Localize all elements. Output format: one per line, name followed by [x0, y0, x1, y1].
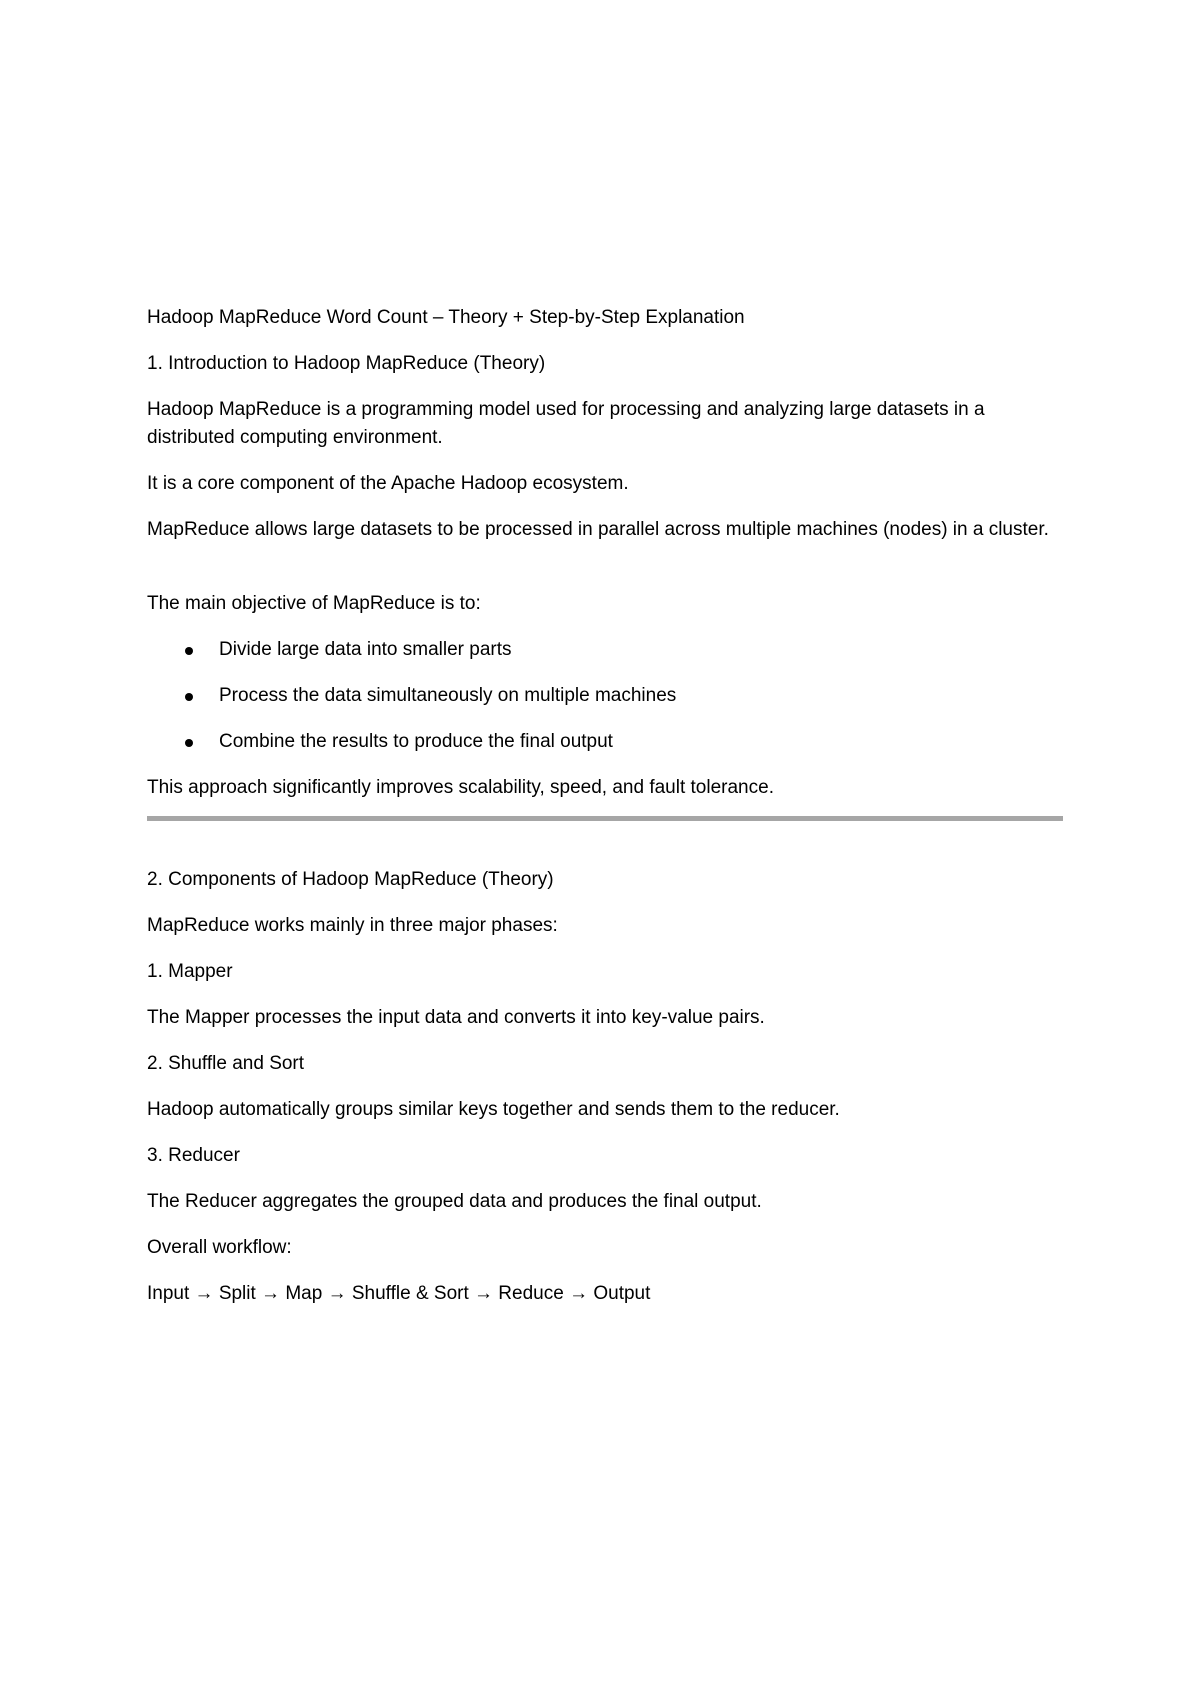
list-item-text: Divide large data into smaller parts	[219, 639, 512, 660]
shuffle-text: Hadoop automatically groups similar keys together and sends them to the reducer.	[147, 1099, 840, 1120]
workflow-sequence: Input → Split → Map → Shuffle & Sort → Reduce → Output	[147, 1283, 651, 1304]
list-item-text: Process the data simultaneously on multiple machines	[219, 685, 677, 706]
section1-paragraph-1: Hadoop MapReduce is a programming model used for processing and analyzing large datasets in a distributed computing environment.	[147, 399, 985, 448]
reducer-heading: 3. Reducer	[147, 1145, 240, 1166]
objective-intro: The main objective of MapReduce is to:	[147, 593, 481, 614]
shuffle-heading: 2. Shuffle and Sort	[147, 1053, 305, 1074]
workflow-label: Overall workflow:	[147, 1237, 292, 1258]
list-item	[147, 636, 1063, 664]
bullet-icon	[185, 693, 193, 701]
section1-paragraph-3: MapReduce allows large datasets to be processed in parallel across multiple machines (nodes) in a cluster.	[147, 519, 1049, 540]
section1-paragraph-2: It is a core component of the Apache Hadoop ecosystem.	[147, 473, 629, 494]
reducer-text: The Reducer aggregates the grouped data and produces the final output.	[147, 1191, 762, 1212]
section2-heading: 2. Components of Hadoop MapReduce (Theory)	[147, 869, 554, 890]
section1-conclusion: This approach significantly improves scalability, speed, and fault tolerance.	[147, 777, 774, 798]
bullet-icon	[185, 647, 193, 655]
list-item-text: Combine the results to produce the final output	[219, 731, 613, 752]
list-item	[147, 728, 1063, 756]
section2-intro: MapReduce works mainly in three major phases:	[147, 915, 558, 936]
mapper-text: The Mapper processes the input data and converts it into key-value pairs.	[147, 1007, 765, 1028]
bullet-icon	[185, 739, 193, 747]
horizontal-divider	[147, 816, 1063, 821]
section1-heading: 1. Introduction to Hadoop MapReduce (Theory)	[147, 353, 546, 374]
mapper-heading: 1. Mapper	[147, 961, 233, 982]
list-item	[147, 682, 1063, 710]
document-title: Hadoop MapReduce Word Count – Theory + Step-by-Step Explanation	[147, 307, 745, 328]
